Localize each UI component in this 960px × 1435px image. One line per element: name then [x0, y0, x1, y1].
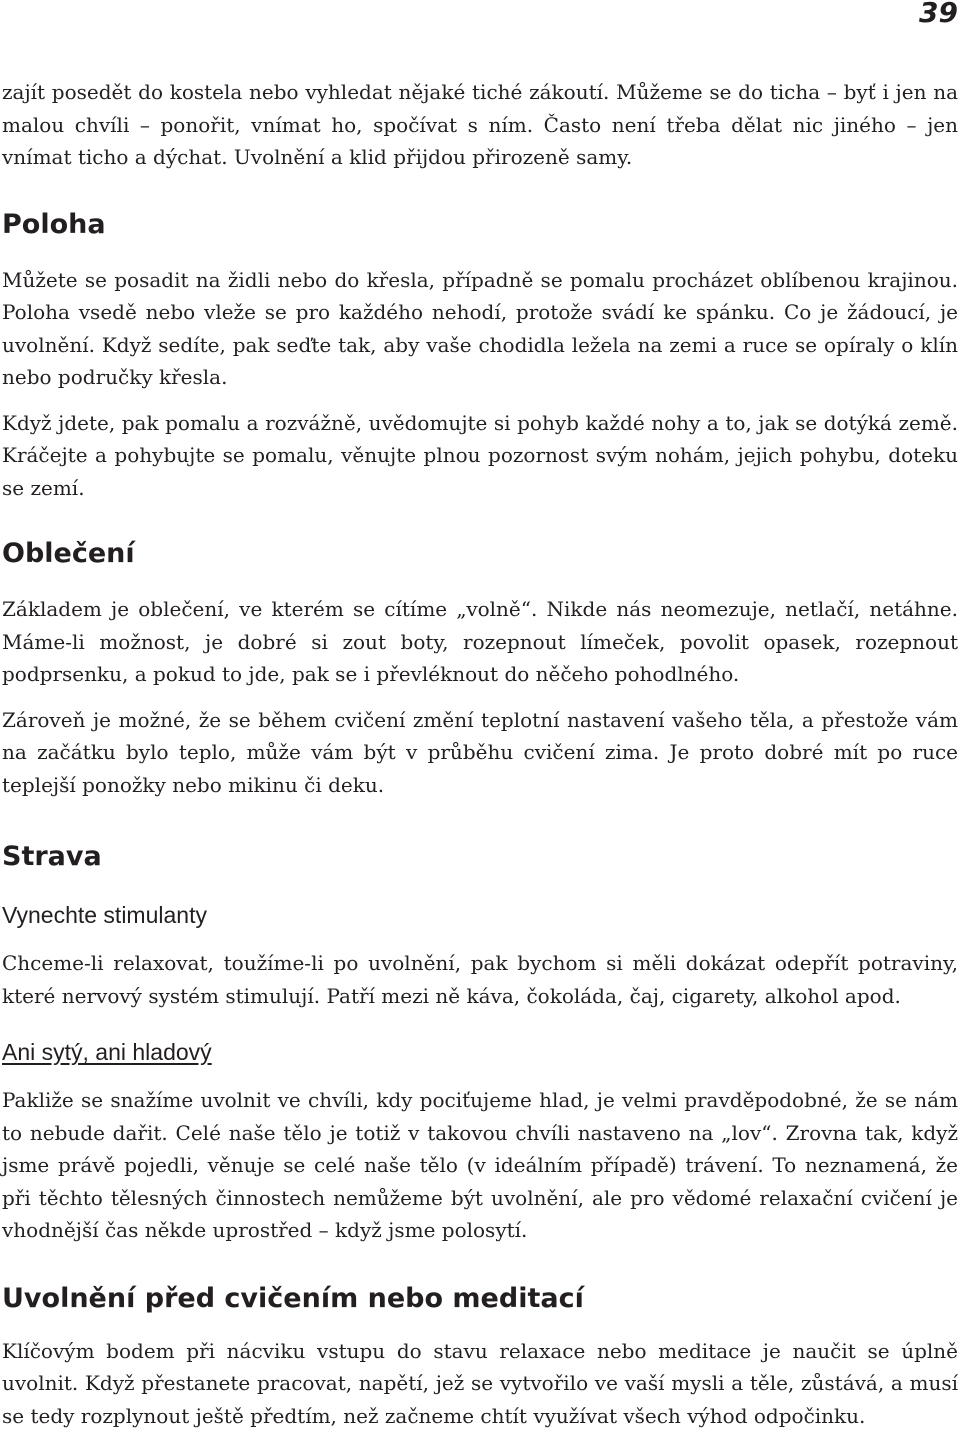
section-uvolneni — [2, 1281, 958, 1433]
subheading-ani-syty-ani-hladovy: Ani sytý, ani hladový — [2, 1039, 212, 1065]
uvolneni-paragraph: Klíčovým bodem při nácviku vstupu do stavu relaxace nebo meditace je naučit se úplně uvolnit. Když přestanete pracovat, napětí, jež se vytvořilo ve vaší mysli a těle, zůstává, a musí se tedy rozplynout ještě předtím, než začneme chtít využívat všech výhod odpočinku. — [2, 1338, 958, 1428]
section-heading-uvolneni: Uvolnění před cvičením nebo meditací — [2, 1282, 584, 1314]
poloha-paragraph-2: Když jdete, pak pomalu a rozvážně, uvědomujte si pohyb každé nohy a to, jak se dotýká země. Kráčejte a pohybujte se pomalu, věnujte plnou pozornost svým nohám, jejich pohybu, doteku se zemí. — [2, 410, 958, 500]
poloha-body — [2, 264, 958, 505]
subheading-vynechte-stimulanty: Vynechte stimulanty — [2, 902, 207, 928]
section-heading-obleceni: Oblečení — [2, 538, 135, 569]
page-content — [2, 76, 958, 1432]
strava-hlad-paragraph: Pakliže se snažíme uvolnit ve chvíli, kdy pociťujeme hlad, je velmi pravděpodobné, že se nám to nebude dařit. Celé naše tělo je totiž v takovou chvíli nastaveno na „lov“. Zrovna tak, když jsme právě pojedli, věnuje se celé naše tělo (v ideálním případě) trávení. To neznamená, že při těchto tělesných činnostech nemůžeme být uvolnění, ale pro vědomé relaxační cvičení je vhodnější čas někde uprostřed – když jsme polosytí. — [2, 1088, 958, 1242]
obleceni-paragraph-2: Zároveň je možné, že se během cvičení změní teplotní nastavení vašeho těla, a přestože vám na začátku bylo teplo, může vám být v průběhu cvičení zima. Je proto dobré mít po ruce teplejší ponožky nebo mikinu či deku. — [2, 707, 958, 797]
section-heading-poloha: Poloha — [2, 208, 106, 240]
intro-paragraph: zajít posedět do kostela nebo vyhledat nějaké tiché zákoutí. Můžeme se do ticha – byť i jen na malou chvíli – ponořit, vnímat ho, spočívat s ním. Často není třeba dělat nic jiného – jen vnímat ticho a dýchat. Uvolnění a klid přijdou přirozeně samy. — [2, 80, 958, 169]
poloha-paragraph-1: Můžete se posadit na židli nebo do křesla, případně se pomalu procházet oblíbenou krajinou. Poloha vsedě nebo vleže se pro každého nehodí, protože svádí ke spánku. Co je žádoucí, je uvolnění. Když sedíte, pak seďte tak, aby vaše chodidla ležela na zemi a ruce se opíraly o klín nebo područky křesla. — [2, 267, 958, 389]
section-poloha — [2, 207, 958, 505]
strava-stimulanty-paragraph: Chceme-li relaxovat, toužíme-li po uvolnění, pak bychom si měli dokázat odepřít potraviny, které nervový systém stimulují. Patří mezi ně káva, čokoláda, čaj, cigarety, alkohol apod. — [2, 951, 958, 1008]
section-strava — [2, 839, 958, 1247]
obleceni-paragraph-1: Základem je oblečení, ve kterém se cítíme „volně“. Nikde nás neomezuje, netlačí, netáhne. Máme-li možnost, je dobré si zout boty, rozepnout límeček, povolit opasek, rozepnout podprsenku, a pokud to jde, pak se i převléknout do něčeho pohodlného. — [2, 597, 958, 686]
section-heading-strava: Strava — [2, 841, 102, 872]
page-number: 39 — [919, 0, 958, 29]
section-obleceni — [2, 536, 958, 801]
obleceni-body — [2, 593, 958, 801]
